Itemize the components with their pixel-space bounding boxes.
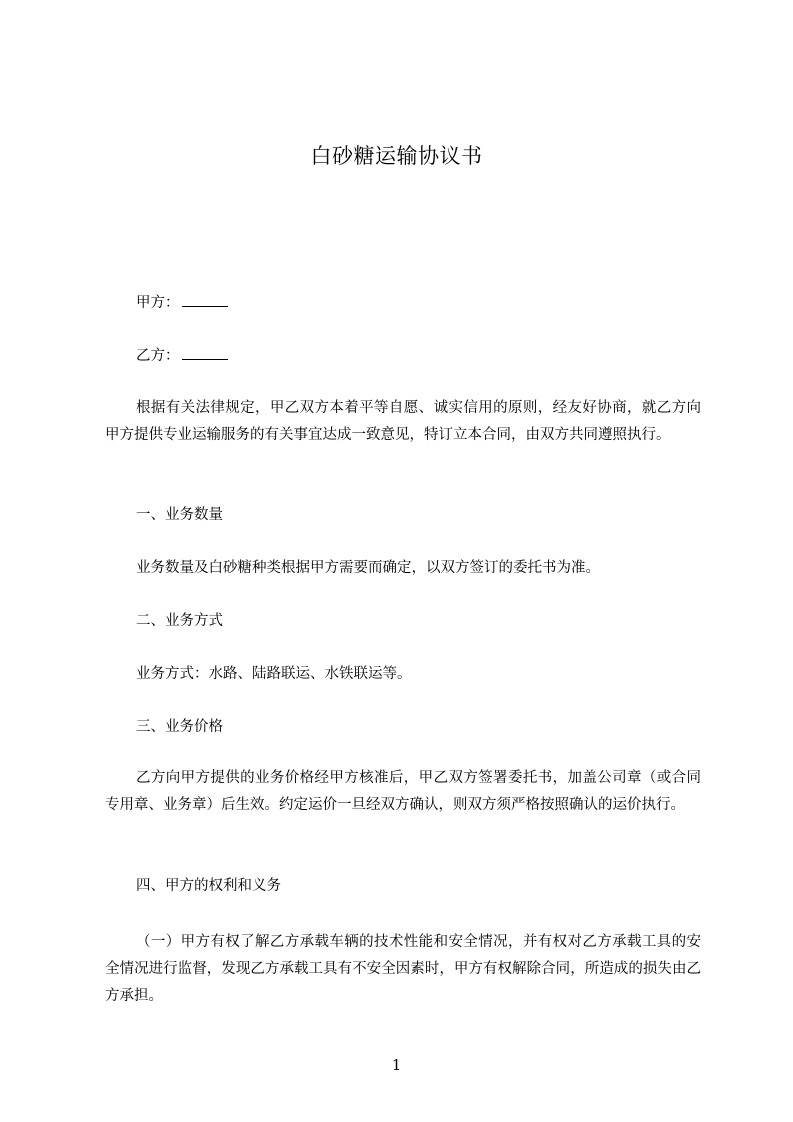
- section-heading: 二、业务方式: [136, 613, 223, 629]
- document-title: 白砂糖运输协议书: [310, 144, 483, 168]
- section-body: 业务方式：水路、陆路联运、水铁联运等。: [136, 666, 412, 682]
- section-heading: 三、业务价格: [136, 719, 223, 735]
- party-a-label: 甲方：: [136, 295, 180, 311]
- intro-paragraph: [105, 395, 701, 449]
- section-paragraph: [105, 929, 701, 1010]
- party-a-line: [136, 292, 701, 313]
- section-paragraph: [105, 765, 701, 819]
- section-body: 业务数量及白砂糖种类根据甲方需要而确定，以双方签订的委托书为准。: [136, 560, 600, 576]
- party-b-line: [136, 345, 701, 366]
- party-a-blank: [182, 292, 228, 307]
- section-body: 乙方向甲方提供的业务价格经甲方核准后，甲乙双方签署委托书，加盖公司章（或合同专用章、业务章）后生效。约定运价一旦经双方确认，则双方须严格按照确认的运价执行。: [105, 770, 701, 813]
- party-b-blank: [182, 345, 228, 360]
- party-b-label: 乙方：: [136, 348, 180, 364]
- intro-text: 根据有关法律规定，甲乙双方本着平等自愿、诚实信用的原则，经友好协商，就乙方向甲方提供专业运输服务的有关事宜达成一致意见，特订立本合同，由双方共同遵照执行。: [105, 400, 701, 443]
- section-heading: 四、甲方的权利和义务: [136, 878, 281, 894]
- section-heading: 一、业务数量: [136, 507, 223, 523]
- page-number: 1: [391, 1056, 402, 1074]
- section-body: （一）甲方有权了解乙方承载车辆的技术性能和安全情况，并有权对乙方承载工具的安全情况进行监督，发现乙方承载工具有不安全因素时，甲方有权解除合同，所造成的损失由乙方承担。: [105, 934, 701, 1004]
